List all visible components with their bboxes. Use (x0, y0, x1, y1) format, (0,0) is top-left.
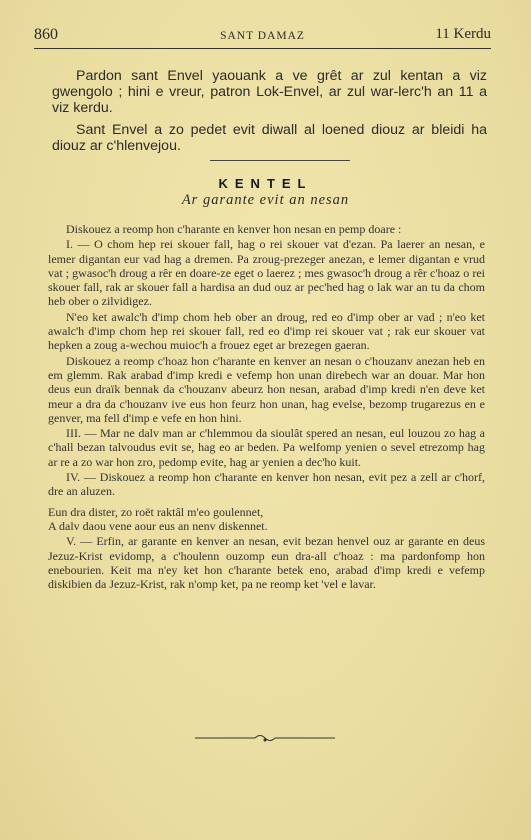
section-heading: KENTEL (218, 176, 313, 191)
body-paragraph: Diskouez a reomp c'hoaz hon c'harante en kenver an nesan o c'houzanv anezan heb en em glemm. Rak arabad d'imp kredi e vefemp hon unan direbech war an douar. Mar hon deus eun draïk bennak da c'houzanv abeurz hon nesan, arabad d'imp kredi n'en deve ket meur a dra da c'houzanv ive eus hon feurz hon unan, hag evelse, bezomp trugarezus en e genver, ma fell d'imp e vefe en hon hini. (48, 353, 485, 425)
intro-paragraph: Pardon sant Envel yaouank a ve grêt ar zul kentan a viz gwengolo ; hini e vreur, patron Lok-Envel, ar zul war-lerc'h an 11 a viz kerdu. (52, 68, 487, 116)
body-paragraph: III. — Mar ne dalv man ar c'hlemmou da sioulât spered an nesan, eul louzou zo hag a c'hall bezan talvoudus evit se, hag eo ar beden. Pa welfomp yenien o sevel etrezomp hag ar re a zo war hon zro, pedomp evite, hag ar yenien a dec'ho kuit. (48, 426, 485, 469)
body-paragraph: IV. — Diskouez a reomp hon c'harante en kenver hon nesan, evit pez a zell ar c'horf, dre an aluzen. (48, 470, 485, 499)
body-paragraph: Diskouez a reomp hon c'harante en kenver hon nesan en pemp doare : (66, 222, 402, 236)
verse-line: Eun dra dister, zo roët raktâl m'eo goulennet, (48, 504, 264, 519)
running-title: SANT DAMAZ (220, 30, 305, 42)
section-subtitle: Ar garante evit an nesan (181, 192, 350, 208)
verse-line: A dalv daou vene aour eus an nenv diskennet. (48, 518, 268, 533)
intro-text (52, 68, 487, 160)
body-paragraph: V. — Erfin, ar garante en kenver an nesan, evit bezan henvel ouz ar garante en deus Jezuz-Krist evidomp, a c'houlenn ouzomp eun dra-all c'hoaz : ma pardonfomp hon enebourien. Keit ma n'ey ket hon c'harante betek eno, arabad d'imp kredi e vefemp diskibien da Jezuz-Krist, rak n'omp ket, pa ne reomp ket 'vel e lavar. (48, 534, 485, 592)
body-paragraph: N'eo ket awalc'h d'imp chom heb ober an droug, red eo d'imp ober ar vad ; n'eo ket awalc'h d'imp chom hep rei skouer fall, red eo d'imp rei skouer vat ; rak eur skouer vat hepken a zoug a-wechou muioc'h a frouez eget ar brezegen gaeran. (48, 309, 485, 353)
lesson-body (48, 222, 485, 592)
intro-paragraph: Sant Envel a zo pedet evit diwall al loened diouz ar bleidi ha diouz ar c'hlenvejou. (52, 122, 487, 154)
running-header (34, 26, 491, 48)
section-divider (210, 160, 350, 161)
ornament-divider (195, 732, 335, 744)
issue-date: 11 Kerdu (435, 26, 491, 42)
header-rule (34, 48, 491, 49)
body-paragraph: I. — O chom hep rei skouer fall, hag o rei skouer vat d'ezan. Pa laerer an nesan, e lemer digantan eur vad hag a dremen. Pa zroug-prezeger anezan, e lemer digantan e vrud vat ; gwasoc'h droug a rêr en doare-ze eget o laerez ; mes gwasoc'h droug a rêr c'hoaz o rei skouer fall, rak ar skouer fall a hardisa an dud ouz ar pec'hed hag o lak war an tu da chom heb ober o zilvidigez. (48, 237, 485, 309)
page-number: 860 (34, 26, 58, 43)
